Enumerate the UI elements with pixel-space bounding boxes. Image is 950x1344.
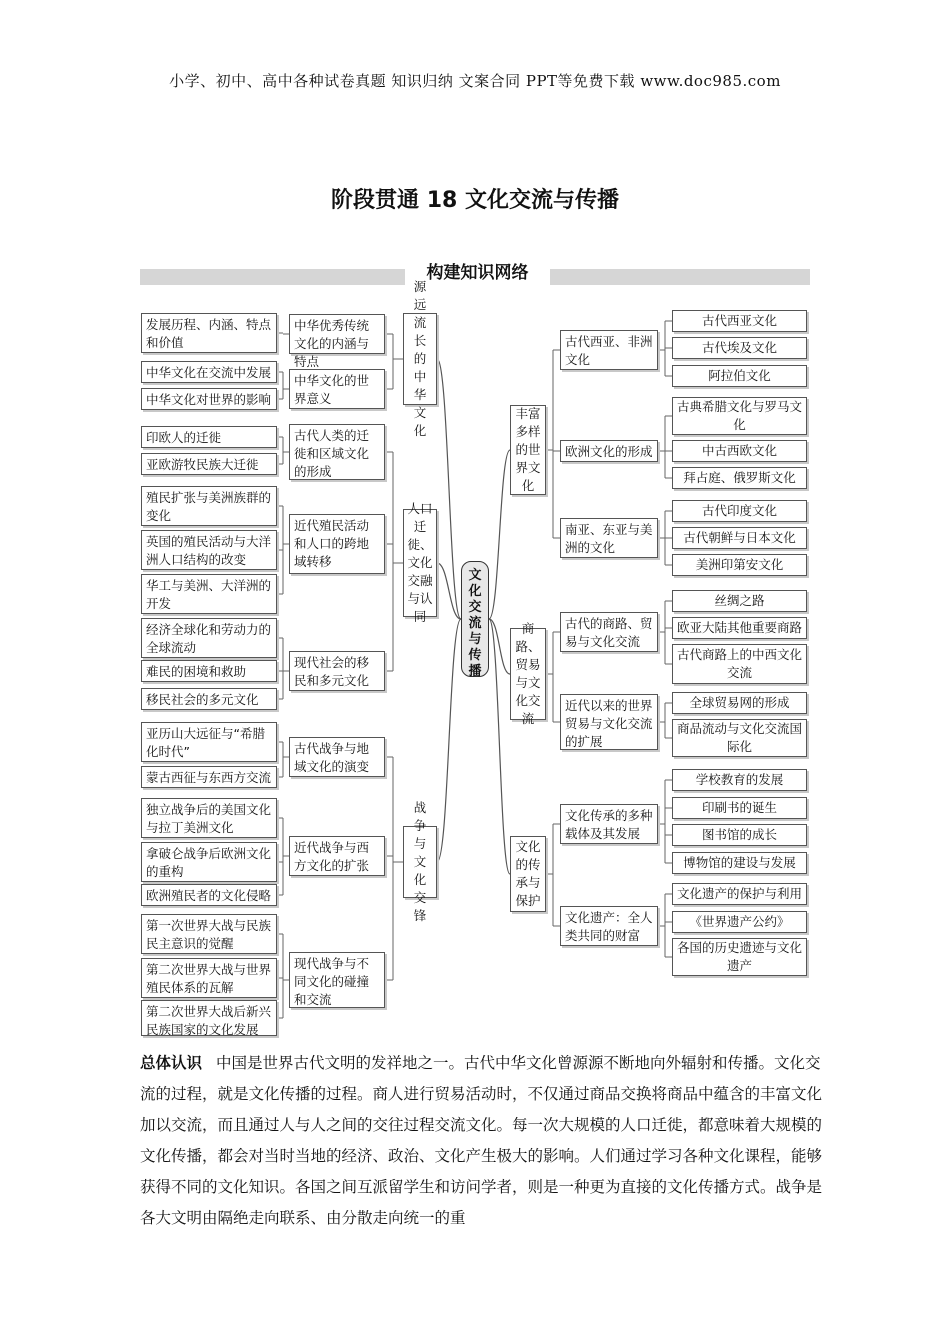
page-title: 阶段贯通 18 文化交流与传播 [331,188,619,213]
left-subtopic-3: 古代人类的迁徙和区域文化的形成 [289,424,385,480]
right-item-2: 古代埃及文化 [672,337,807,359]
left-item-7: 英国的殖民活动与大洋洲人口结构的改变 [141,530,277,570]
right-subtopic-2: 欧洲文化的形成 [560,440,658,462]
left-subtopic-6: 古代战争与地域文化的演变 [289,737,385,777]
left-item-18: 第二次世界大战与世界殖民体系的瓦解 [141,958,277,998]
right-item-12: 古代商路上的中西文化交流 [672,644,807,684]
section-label: 构建知识网络 [405,259,550,287]
left-item-15: 拿破仑战争后欧洲文化的重构 [141,842,277,882]
branch-curve [437,563,461,619]
left-item-3: 中华文化对世界的影响 [141,388,277,410]
right-item-8: 古代朝鲜与日本文化 [672,527,807,549]
right-item-20: 《世界遗产公约》 [672,911,807,933]
right-topic-1: 丰富多样的世界文化 [510,405,546,495]
left-item-14: 独立战争后的美国文化与拉丁美洲文化 [141,798,277,838]
left-item-16: 欧洲殖民者的文化侵略 [141,884,277,906]
left-subtopic-8: 现代战争与不同文化的碰撞和交流 [289,952,385,1008]
right-item-21: 各国的历史遗迹与文化遗产 [672,938,807,976]
right-item-1: 古代西亚文化 [672,310,807,332]
right-item-4: 古典希腊文化与罗马文化 [672,397,807,435]
right-item-19: 文化遗产的保护与利用 [672,883,807,905]
branch-curve [437,359,461,619]
left-subtopic-1: 中华优秀传统文化的内涵与特点 [289,314,385,354]
left-topic-3: 战争与文化交锋 [403,826,437,898]
left-item-4: 印欧人的迁徙 [141,426,277,448]
right-item-7: 古代印度文化 [672,500,807,522]
branch-curve [489,450,510,619]
left-item-13: 蒙古西征与东西方交流 [141,766,277,788]
left-subtopic-2: 中华文化的世界意义 [289,369,385,409]
branch-curve [489,619,510,674]
left-item-12: 亚历山大远征与“希腊化时代” [141,722,277,762]
branch-curve [437,619,461,862]
left-item-11: 移民社会的多元文化 [141,688,277,710]
right-item-3: 阿拉伯文化 [672,365,807,387]
left-item-5: 亚欧游牧民族大迁徙 [141,453,277,475]
summary-label: 总体认识 [140,1054,203,1072]
left-item-17: 第一次世界大战与民族民主意识的觉醒 [141,914,277,954]
summary-text: 中国是世界古代文明的发祥地之一。古代中华文化曾源源不断地向外辐射和传播。文化交流的过程，就是文化传播的过程。商人进行贸易活动时，不仅通过商品交换将商品中蕴含的丰富文化加以交流，而且通过人与人之间的交往过程交流文化。每一次大规模的人口迁徙，都意味着大规模的文化传播，都会对当时当地的经济、政治、文化产生极大的影响。人们通过学习各种文化课程，能够获得不同的文化知识。各国之间互派留学生和访问学者，则是一种更为直接的文化传播方式。战争是各大文明由隔绝走向联系、由分散走向统一的重 [140,1054,823,1227]
right-topic-2: 商路、贸易与文化交流 [510,628,546,720]
left-subtopic-7: 近代战争与西方文化的扩张 [289,836,385,876]
left-item-6: 殖民扩张与美洲族群的变化 [141,486,277,526]
right-item-15: 学校教育的发展 [672,769,807,791]
right-item-17: 图书馆的成长 [672,824,807,846]
left-item-9: 经济全球化和劳动力的全球流动 [141,618,277,658]
right-subtopic-6: 文化传承的多种载体及其发展 [560,804,658,844]
right-item-5: 中古西欧文化 [672,440,807,462]
right-item-10: 丝绸之路 [672,590,807,612]
left-subtopic-5: 现代社会的移民和多元文化 [289,651,385,691]
left-item-8: 华工与美洲、大洋洲的开发 [141,574,277,614]
right-item-11: 欧亚大陆其他重要商路 [672,617,807,639]
map-root: 文化交流与传播 [461,561,489,677]
right-item-9: 美洲印第安文化 [672,554,807,576]
right-subtopic-1: 古代西亚、非洲文化 [560,330,658,370]
right-subtopic-5: 近代以来的世界贸易与文化交流的扩展 [560,694,658,750]
left-topic-2: 人口迁徙、文化交融与认同 [403,509,437,617]
right-subtopic-4: 古代的商路、贸易与文化交流 [560,612,658,652]
summary-paragraph [140,1048,830,1234]
right-topic-3: 文化的传承与保护 [510,836,546,912]
right-item-18: 博物馆的建设与发展 [672,852,807,874]
left-item-19: 第二次世界大战后新兴民族国家的文化发展 [141,1000,277,1036]
right-subtopic-7: 文化遗产：全人类共同的财富 [560,906,658,946]
left-topic-1: 源远流长的中华文化 [403,313,437,405]
right-item-14: 商品流动与文化交流国际化 [672,719,807,757]
left-item-10: 难民的困境和救助 [141,660,277,682]
right-item-6: 拜占庭、俄罗斯文化 [672,467,807,489]
left-subtopic-4: 近代殖民活动和人口的跨地域转移 [289,514,385,574]
branch-curve [489,619,510,874]
right-item-13: 全球贸易网的形成 [672,692,807,714]
right-item-16: 印刷书的诞生 [672,797,807,819]
page-header: 小学、初中、高中各种试卷真题 知识归纳 文案合同 PPT等免费下载 www.doc985.com [169,72,781,90]
right-subtopic-3: 南亚、东亚与美洲的文化 [560,518,658,558]
left-item-1: 发展历程、内涵、特点和价值 [141,313,277,353]
left-item-2: 中华文化在交流中发展 [141,361,277,383]
